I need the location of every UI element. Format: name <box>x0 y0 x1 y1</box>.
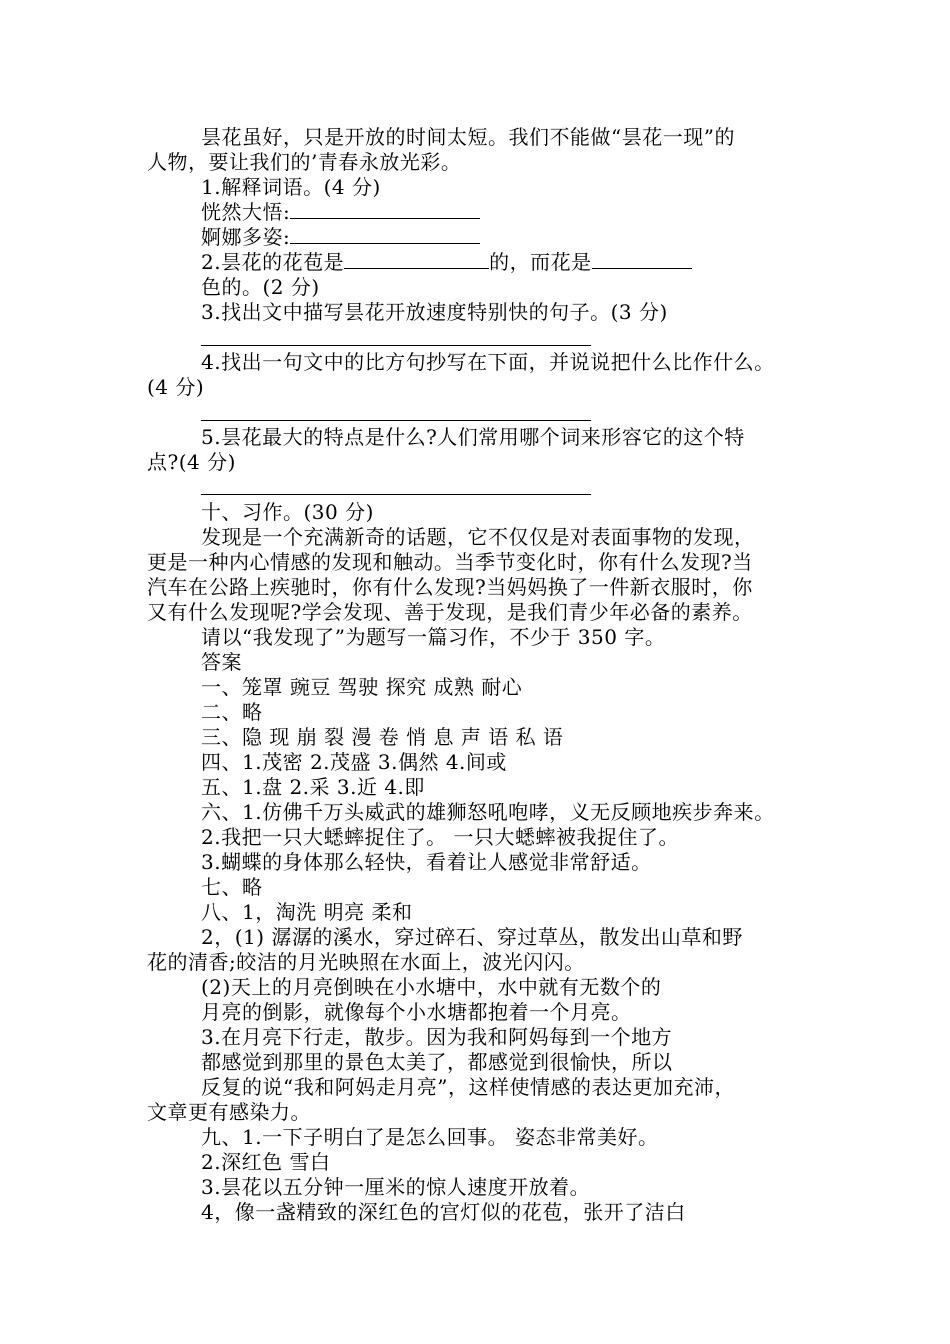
question-text: 3.找出文中描写昙花开放速度特别快的句子。(3 分) <box>201 300 668 324</box>
answer-rule <box>201 420 591 421</box>
answer-blank <box>290 200 480 219</box>
question-heading: 1.解释词语。(4 分) <box>201 175 381 199</box>
question-text: 4.找出一句文中的比方句抄写在下面，并说说把什么比作什么。 <box>201 350 775 374</box>
section-heading: 十、习作。(30 分) <box>201 500 374 524</box>
text-line: 请以“我发现了”为题写一篇习作，不少于 350 字。 <box>201 625 666 649</box>
text-line: 人物，要让我们的’青春永放光彩。 <box>147 150 462 174</box>
answer-item: 九、1.一下子明白了是怎么回事。 姿态非常美好。 <box>201 1125 659 1149</box>
answer-item: 都感觉到那里的景色太美了，都感觉到很愉快，所以 <box>201 1050 673 1074</box>
answer-line <box>201 225 480 249</box>
answer-rule <box>201 494 591 495</box>
answer-item: 2.我把一只大蟋蟀捉住了。 一只大蟋蟀被我捉住了。 <box>201 825 679 849</box>
answer-blank <box>290 225 480 244</box>
answer-item: 4，像一盏精致的深红色的宫灯似的花苞，张开了洁白 <box>201 1200 686 1224</box>
text-line: 发现是一个充满新奇的话题，它不仅仅是对表面事物的发现， <box>201 525 755 549</box>
term-label: 恍然大悟: <box>201 200 291 224</box>
answer-item: 花的清香;皎洁的月光映照在水面上，波光闪闪。 <box>147 950 585 974</box>
answer-item: 二、略 <box>201 700 263 724</box>
answer-item: 七、略 <box>201 875 263 899</box>
answer-item: (2)天上的月亮倒映在小水塘中，水中就有无数个的 <box>201 975 662 999</box>
answer-item: 反复的说“我和阿妈走月亮”，这样使情感的表达更加充沛， <box>201 1075 735 1099</box>
answer-blank <box>592 250 692 269</box>
answer-line <box>201 250 692 274</box>
answers-heading: 答案 <box>201 650 242 674</box>
answer-item: 四、1.茂密 2.茂盛 3.偶然 4.间或 <box>201 750 507 774</box>
question-text: 的，而花是 <box>489 250 592 274</box>
question-text: 5.昙花最大的特点是什么?人们常用哪个词来形容它的这个特 <box>201 425 745 449</box>
answer-item: 文章更有感染力。 <box>147 1100 311 1124</box>
answer-item: 2.深红色 雪白 <box>201 1150 331 1174</box>
answer-item: 3.蝴蝶的身体那么轻快，看着让人感觉非常舒适。 <box>201 850 652 874</box>
answer-rule <box>201 345 591 346</box>
question-text: 色的。(2 分) <box>201 275 320 299</box>
text-line: 汽车在公路上疾驰时，你有什么发现?当妈妈换了一件新衣服时，你 <box>147 575 753 599</box>
answer-line <box>201 200 480 224</box>
answer-item: 3.在月亮下行走，散步。因为我和阿妈每到一个地方 <box>201 1025 673 1049</box>
answer-item: 3.昙花以五分钟一厘米的惊人速度开放着。 <box>201 1175 591 1199</box>
answer-item: 五、1.盘 2.采 3.近 4.即 <box>201 775 425 799</box>
term-label: 婀娜多姿: <box>201 225 291 249</box>
text-line: 更是一种内心情感的发现和触动。当季节变化时，你有什么发现?当 <box>147 550 753 574</box>
answer-item: 八、1，淘洗 明亮 柔和 <box>201 900 413 924</box>
question-text: (4 分) <box>147 375 205 399</box>
answer-item: 六、1.仿佛千万头威武的雄狮怒吼咆哮，义无反顾地疾步奔来。 <box>201 800 775 824</box>
answer-item: 2，(1) 潺潺的溪水，穿过碎石、穿过草丛，散发出山草和野 <box>201 925 743 949</box>
text-line: 昙花虽好，只是开放的时间太短。我们不能做“昙花一现”的 <box>201 125 735 149</box>
answer-blank <box>344 250 489 269</box>
answer-item: 三、隐 现 崩 裂 漫 卷 悄 息 声 语 私 语 <box>201 725 564 749</box>
text-line: 又有什么发现呢?学会发现、善于发现，是我们青少年必备的素养。 <box>147 600 753 624</box>
answer-item: 一、笼罩 豌豆 驾驶 探究 成熟 耐心 <box>201 675 523 699</box>
answer-item: 月亮的倒影，就像每个小水塘都抱着一个月亮。 <box>201 1000 632 1024</box>
question-text: 2.昙花的花苞是 <box>201 250 345 274</box>
question-text: 点?(4 分) <box>147 450 236 474</box>
